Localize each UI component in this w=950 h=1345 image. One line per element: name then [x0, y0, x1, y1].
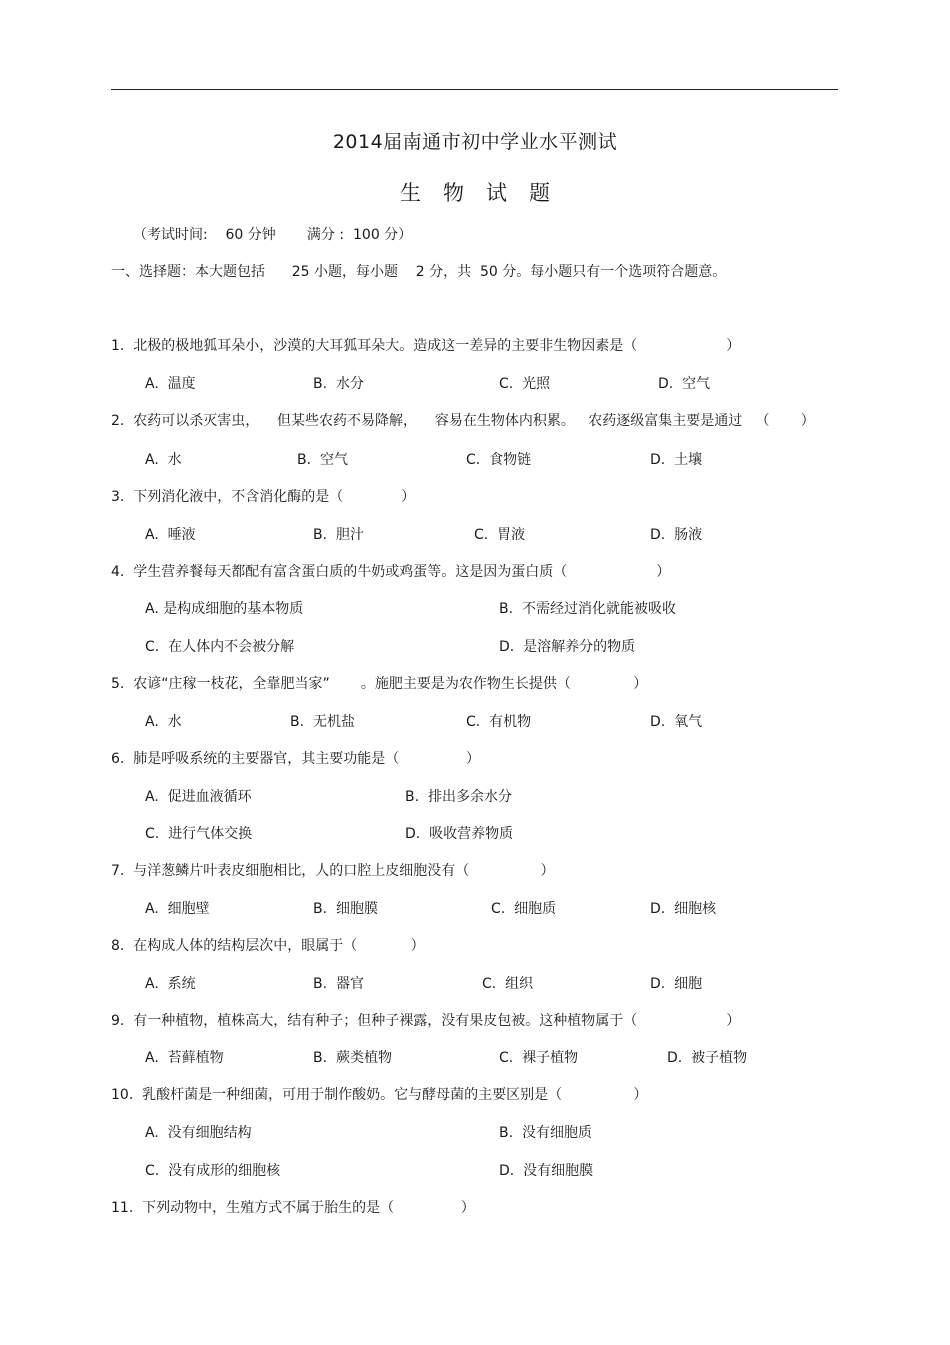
option-d: D. 没有细胞膜 — [499, 1163, 594, 1179]
question-stem: 2. 农药可以杀灭害虫， 但某些农药不易降解， 容易在生物体内积累。 农药逐级富集主要是通过 （ ） — [111, 413, 815, 429]
question-stem: 9. 有一种植物，植株高大，结有种子；但种子裸露，没有果皮包被。这种植物属于（ ） — [111, 1013, 741, 1029]
option-d: D. 是溶解养分的物质 — [499, 639, 636, 655]
option-a: A. 没有细胞结构 — [145, 1125, 252, 1141]
question-stem: 8. 在构成人体的结构层次中，眼属于（ ） — [111, 938, 425, 954]
option-d: D. 土壤 — [650, 452, 703, 468]
option-c: C. 没有成形的细胞核 — [145, 1163, 281, 1179]
option-a: A. 系统 — [145, 976, 196, 992]
option-c: C. 在人体内不会被分解 — [145, 639, 295, 655]
question-stem: 3. 下列消化液中，不含消化酶的是（ ） — [111, 489, 416, 505]
option-c: C. 进行气体交换 — [145, 826, 253, 842]
option-a: A. 水 — [145, 452, 182, 468]
option-a: A. 促进血液循环 — [145, 789, 252, 805]
option-a: A. 唾液 — [145, 527, 196, 543]
option-a: A. 苔藓植物 — [145, 1050, 224, 1066]
option-a: A. 是构成细胞的基本物质 — [145, 601, 304, 617]
option-c: C. 组织 — [482, 976, 534, 992]
question-stem: 4. 学生营养餐每天都配有富含蛋白质的牛奶或鸡蛋等。这是因为蛋白质（ ） — [111, 564, 671, 580]
question-stem: 11. 下列动物中，生殖方式不属于胎生的是（ ） — [111, 1200, 475, 1216]
option-a: A. 细胞壁 — [145, 901, 210, 917]
option-c: C. 光照 — [499, 376, 551, 392]
option-d: D. 肠液 — [650, 527, 703, 543]
option-d: D. 吸收营养物质 — [405, 826, 514, 842]
question-stem: 6. 肺是呼吸系统的主要器官，其主要功能是（ ） — [111, 751, 481, 767]
option-c: C. 裸子植物 — [499, 1050, 579, 1066]
option-c: C. 细胞质 — [491, 901, 557, 917]
option-b: B. 细胞膜 — [313, 901, 378, 917]
option-a: A. 温度 — [145, 376, 196, 392]
question-stem: 5. 农谚“庄稼一枝花，全靠肥当家” 。施肥主要是为农作物生长提供（ ） — [111, 676, 648, 692]
option-b: B. 胆汁 — [313, 527, 364, 543]
option-b: B. 无机盐 — [290, 714, 355, 730]
option-d: D. 被子植物 — [667, 1050, 748, 1066]
exam-info: （考试时间: 60 分钟 满分 : 100 分） — [133, 227, 413, 243]
option-b: B. 空气 — [297, 452, 348, 468]
option-d: D. 氧气 — [650, 714, 703, 730]
exam-subtitle: 生物试题 — [400, 181, 572, 205]
option-d: D. 细胞 — [650, 976, 703, 992]
question-stem: 7. 与洋葱鳞片叶表皮细胞相比，人的口腔上皮细胞没有（ ） — [111, 863, 555, 879]
option-b: B. 不需经过消化就能被吸收 — [499, 601, 676, 617]
option-b: B. 水分 — [313, 376, 364, 392]
option-b: B. 器官 — [313, 976, 364, 992]
option-c: C. 食物链 — [466, 452, 532, 468]
option-b: B. 排出多余水分 — [405, 789, 512, 805]
question-stem: 10. 乳酸杆菌是一种细菌，可用于制作酸奶。它与酵母菌的主要区别是（ ） — [111, 1087, 648, 1103]
header-rule — [111, 89, 838, 90]
question-stem: 1. 北极的极地狐耳朵小，沙漠的大耳狐耳朵大。造成这一差异的主要非生物因素是（ ） — [111, 338, 741, 354]
option-d: D. 细胞核 — [650, 901, 717, 917]
option-b: B. 蕨类植物 — [313, 1050, 392, 1066]
option-a: A. 水 — [145, 714, 182, 730]
exam-title: 2014届南通市初中学业水平测试 — [332, 131, 618, 153]
option-c: C. 胃液 — [474, 527, 526, 543]
option-d: D. 空气 — [658, 376, 711, 392]
option-b: B. 没有细胞质 — [499, 1125, 592, 1141]
option-c: C. 有机物 — [466, 714, 532, 730]
section-heading: 一、选择题：本大题包括 25 小题，每小题 2 分，共 50 分。每小题只有一个选项符合题意。 — [111, 264, 727, 280]
